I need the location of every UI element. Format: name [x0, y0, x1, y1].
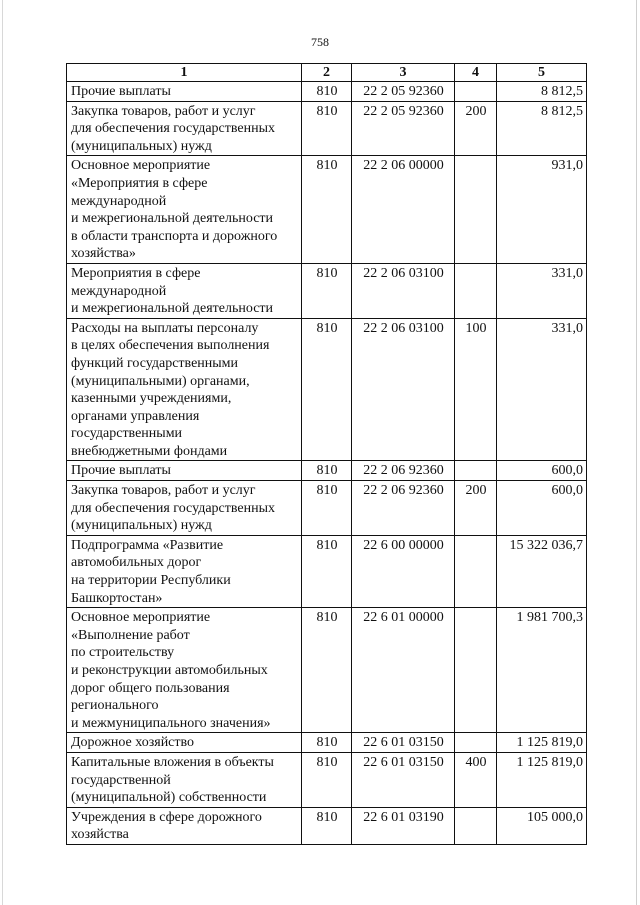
cell-sum: 15 322 036,7 — [497, 535, 587, 607]
table-row — [67, 608, 587, 733]
cell-name: Закупка товаров, работ и услуг для обеспечения государственных (муниципальных) нужд — [67, 101, 302, 156]
cell-csr: 22 2 06 03100 — [352, 263, 455, 318]
table-row — [67, 752, 587, 807]
table-row — [67, 733, 587, 753]
cell-name: Закупка товаров, работ и услуг для обеспечения государственных (муниципальных) нужд — [67, 481, 302, 536]
cell-csr: 22 6 01 00000 — [352, 608, 455, 733]
cell-type — [455, 156, 497, 264]
cell-name: Учреждения в сфере дорожного хозяйства — [67, 807, 302, 844]
cell-csr: 22 6 01 03150 — [352, 752, 455, 807]
cell-sum: 600,0 — [497, 481, 587, 536]
cell-name: Мероприятия в сфере международной и межрегиональной деятельности — [67, 263, 302, 318]
cell-type: 400 — [455, 752, 497, 807]
table-row — [67, 318, 587, 461]
cell-name: Прочие выплаты — [67, 82, 302, 102]
column-header-name: 1 — [67, 64, 302, 82]
budget-table — [66, 63, 587, 845]
cell-code: 810 — [302, 263, 352, 318]
scan-edge-left — [2, 0, 3, 905]
table-row — [67, 481, 587, 536]
column-header-code: 2 — [302, 64, 352, 82]
cell-csr: 22 6 01 03190 — [352, 807, 455, 844]
cell-type — [455, 461, 497, 481]
cell-sum: 8 812,5 — [497, 82, 587, 102]
cell-csr: 22 2 05 92360 — [352, 101, 455, 156]
cell-type — [455, 535, 497, 607]
cell-sum: 1 125 819,0 — [497, 752, 587, 807]
cell-sum: 331,0 — [497, 263, 587, 318]
table-row — [67, 807, 587, 844]
table-row — [67, 535, 587, 607]
cell-type: 100 — [455, 318, 497, 461]
page-number: 758 — [311, 35, 329, 49]
cell-code: 810 — [302, 101, 352, 156]
cell-code: 810 — [302, 807, 352, 844]
cell-code: 810 — [302, 608, 352, 733]
column-header-type: 4 — [455, 64, 497, 82]
column-header-sum: 5 — [497, 64, 587, 82]
cell-name: Прочие выплаты — [67, 461, 302, 481]
table-header-row — [67, 64, 587, 82]
cell-sum: 1 981 700,3 — [497, 608, 587, 733]
table-row — [67, 101, 587, 156]
cell-name: Дорожное хозяйство — [67, 733, 302, 753]
cell-type — [455, 82, 497, 102]
cell-csr: 22 2 06 00000 — [352, 156, 455, 264]
cell-csr: 22 2 06 03100 — [352, 318, 455, 461]
cell-code: 810 — [302, 318, 352, 461]
column-header-csr: 3 — [352, 64, 455, 82]
table-row — [67, 82, 587, 102]
cell-name: Подпрограмма «Развитие автомобильных дорог на территории Республики Башкортостан» — [67, 535, 302, 607]
cell-csr: 22 2 06 92360 — [352, 461, 455, 481]
cell-csr: 22 6 00 00000 — [352, 535, 455, 607]
cell-csr: 22 2 06 92360 — [352, 481, 455, 536]
cell-name: Основное мероприятие «Выполнение работ по строительству и реконструкции автомобильных дорог общего пользования регионального и межмуниципального значения» — [67, 608, 302, 733]
cell-code: 810 — [302, 733, 352, 753]
table-row — [67, 156, 587, 264]
cell-csr: 22 6 01 03150 — [352, 733, 455, 753]
table-row — [67, 461, 587, 481]
cell-type — [455, 608, 497, 733]
cell-type: 200 — [455, 101, 497, 156]
scan-edge-right — [636, 0, 637, 905]
cell-code: 810 — [302, 82, 352, 102]
table-row — [67, 263, 587, 318]
cell-code: 810 — [302, 752, 352, 807]
cell-type — [455, 807, 497, 844]
cell-name: Расходы на выплаты персоналу в целях обеспечения выполнения функций государственными (муниципальными) органами, казенными учреждениями, органами управления государственными внебюджетными фондами — [67, 318, 302, 461]
cell-code: 810 — [302, 156, 352, 264]
cell-name: Капитальные вложения в объекты государственной (муниципальной) собственности — [67, 752, 302, 807]
cell-csr: 22 2 05 92360 — [352, 82, 455, 102]
cell-sum: 331,0 — [497, 318, 587, 461]
cell-code: 810 — [302, 535, 352, 607]
cell-sum: 105 000,0 — [497, 807, 587, 844]
cell-code: 810 — [302, 461, 352, 481]
cell-sum: 600,0 — [497, 461, 587, 481]
table-body — [67, 82, 587, 845]
cell-sum: 1 125 819,0 — [497, 733, 587, 753]
cell-type: 200 — [455, 481, 497, 536]
cell-type — [455, 733, 497, 753]
cell-code: 810 — [302, 481, 352, 536]
cell-name: Основное мероприятие «Мероприятия в сфере международной и межрегиональной деятельности в области транспорта и дорожного хозяйства» — [67, 156, 302, 264]
cell-type — [455, 263, 497, 318]
cell-sum: 8 812,5 — [497, 101, 587, 156]
cell-sum: 931,0 — [497, 156, 587, 264]
